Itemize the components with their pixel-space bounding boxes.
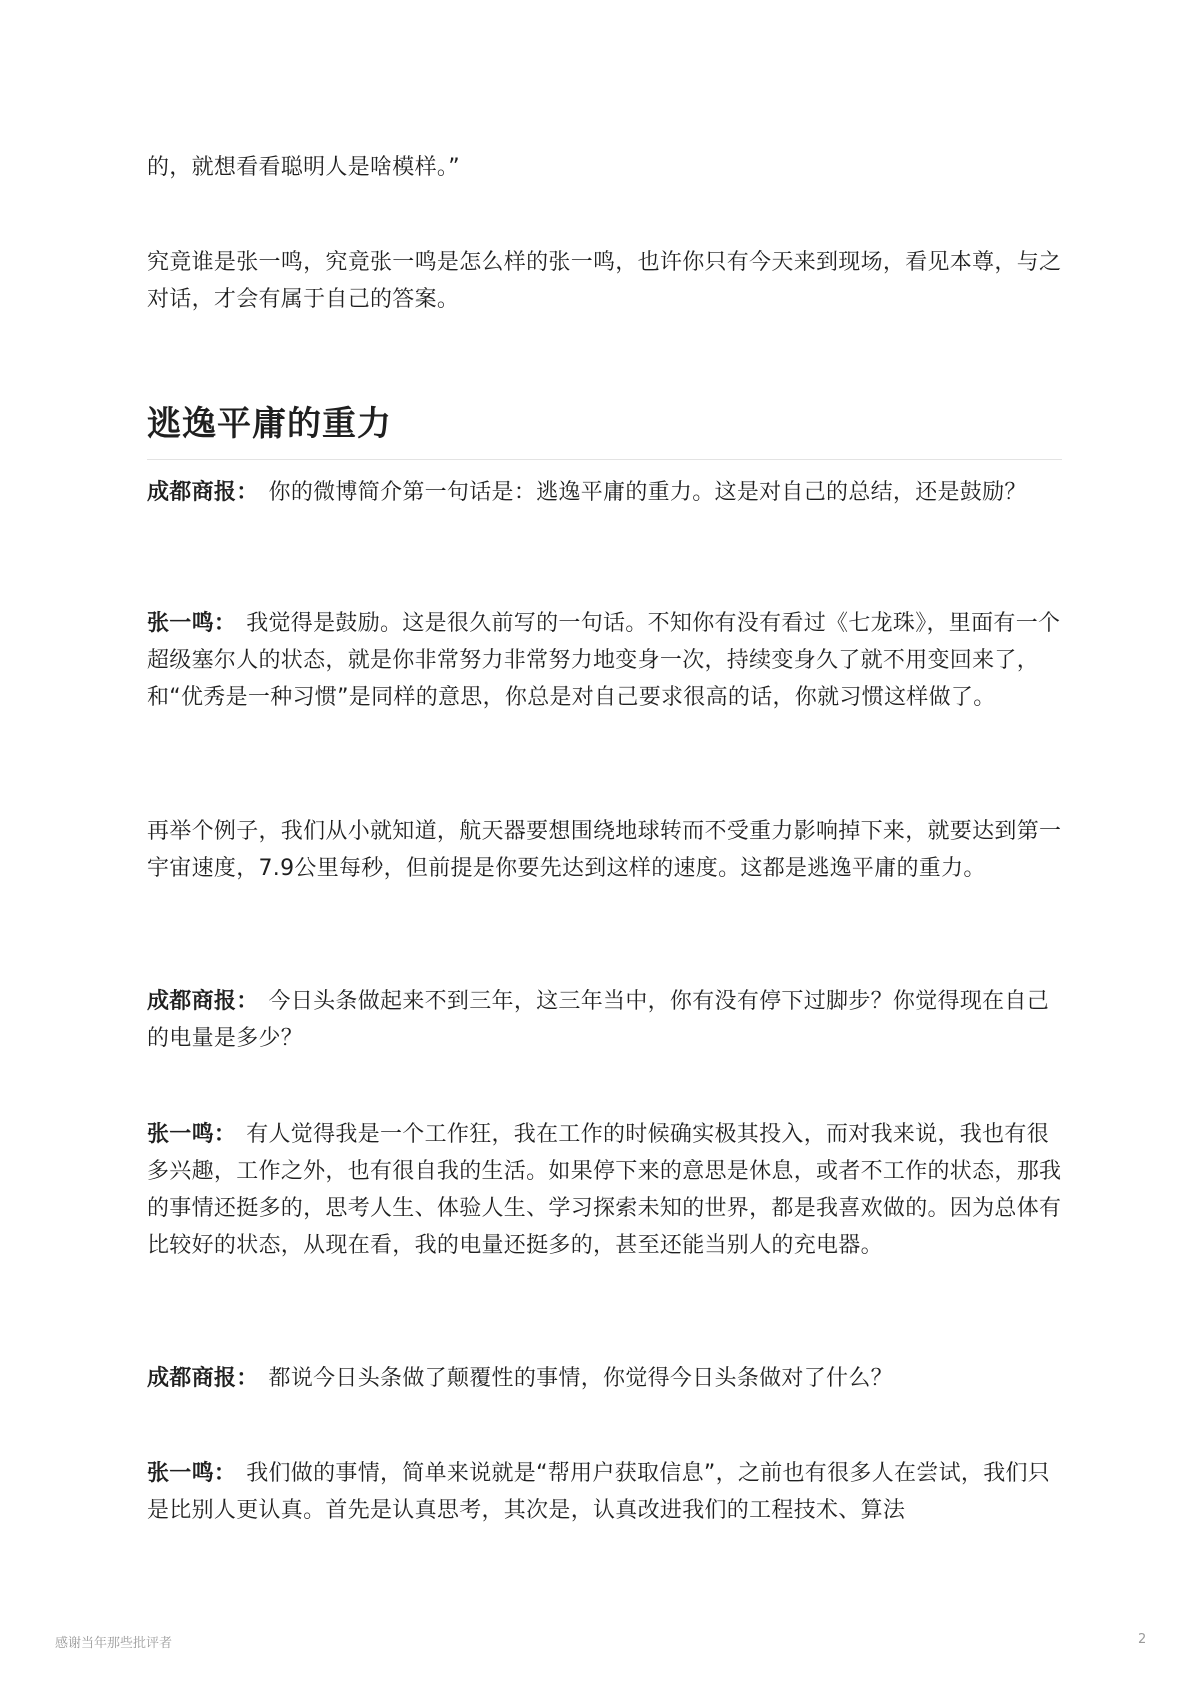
speaker-label: 张一鸣：: [147, 611, 237, 636]
speaker-label: 成都商报：: [147, 989, 259, 1014]
footer-title: 感谢当年那些批评者: [55, 1636, 173, 1651]
section-heading: 逃逸平庸的重力: [147, 404, 392, 444]
page-number: 2: [1138, 1632, 1147, 1647]
answer-2: [147, 1116, 1062, 1264]
answer-text: 我们做的事情，简单来说就是“帮用户获取信息”，之前也有很多人在尝试，我们只是比别人更认真。首先是认真思考，其次是，认真改进我们的工程技术、算法: [147, 1461, 1051, 1523]
speaker-label: 张一鸣：: [147, 1122, 237, 1147]
answer-text: 有人觉得我是一个工作狂，我在工作的时候确实极其投入，而对我来说，我也有很多兴趣，工作之外，也有很自我的生活。如果停下来的意思是休息，或者不工作的状态，那我的事情还挺多的，思考人生、体验人生、学习探索未知的世界，都是我喜欢做的。因为总体有比较好的状态，从现在看，我的电量还挺多的，甚至还能当别人的充电器。: [147, 1122, 1062, 1258]
question-1: [147, 474, 1062, 511]
question-text: 都说今日头条做了颠覆性的事情，你觉得今日头条做对了什么？: [268, 1366, 893, 1391]
intro-paragraph-2: 究竟谁是张一鸣，究竟张一鸣是怎么样的张一鸣，也许你只有今天来到现场，看见本尊，与之对话，才会有属于自己的答案。: [147, 250, 1062, 312]
question-text: 你的微博简介第一句话是：逃逸平庸的重力。这是对自己的总结，还是鼓励？: [268, 480, 1027, 505]
answer-text: 我觉得是鼓励。这是很久前写的一句话。不知你有没有看过《七龙珠》，里面有一个超级塞尔人的状态，就是你非常努力非常努力地变身一次，持续变身久了就不用变回来了，和“优秀是一种习惯”是同样的意思，你总是对自己要求很高的话，你就习惯这样做了。: [147, 611, 1061, 710]
speaker-label: 张一鸣：: [147, 1461, 237, 1486]
answer-1-continued: 再举个例子，我们从小就知道，航天器要想围绕地球转而不受重力影响掉下来，就要达到第一宇宙速度，7.9公里每秒，但前提是你要先达到这样的速度。这都是逃逸平庸的重力。: [147, 819, 1062, 881]
intro-paragraph-1: 的，就想看看聪明人是啥模样。”: [147, 155, 460, 180]
question-2: [147, 983, 1062, 1057]
question-text: 今日头条做起来不到三年，这三年当中，你有没有停下过脚步？你觉得现在自己的电量是多少？: [147, 989, 1050, 1051]
answer-3: [147, 1455, 1062, 1529]
speaker-label: 成都商报：: [147, 1366, 259, 1391]
heading-divider: [147, 459, 1062, 460]
question-3: [147, 1360, 1062, 1397]
answer-1: [147, 605, 1062, 716]
speaker-label: 成都商报：: [147, 480, 259, 505]
